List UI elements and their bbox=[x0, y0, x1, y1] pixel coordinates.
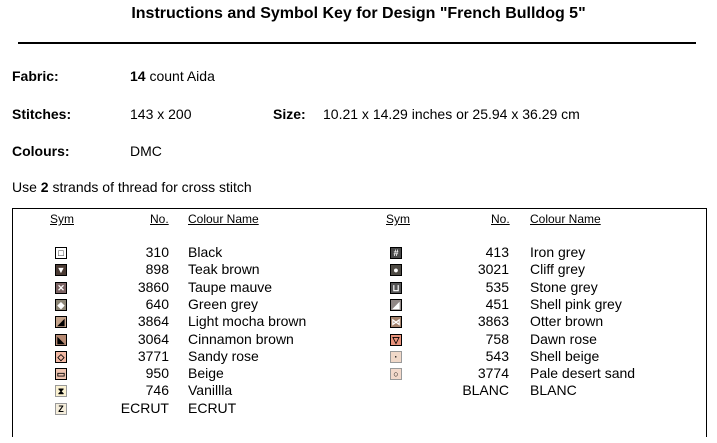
colour-number: 543 bbox=[485, 348, 509, 364]
colour-number: 3863 bbox=[477, 313, 509, 329]
corner-triangle-icon: ◢ bbox=[390, 299, 402, 311]
size-value: 10.21 x 14.29 inches or 25.94 x 36.29 cm bbox=[323, 106, 580, 122]
hash-icon: # bbox=[390, 247, 402, 259]
hourglass-icon: ⧗ bbox=[55, 385, 67, 397]
corner-triangle-icon: ◢ bbox=[55, 316, 67, 328]
fabric-count: 14 bbox=[130, 68, 146, 84]
colour-name: Dawn rose bbox=[530, 331, 597, 347]
colour-name: Teak brown bbox=[188, 261, 260, 277]
z-letter-icon: Z bbox=[55, 403, 67, 415]
colours-label: Colours: bbox=[12, 143, 70, 159]
header-sym-right: Sym bbox=[386, 212, 410, 226]
colour-name: Iron grey bbox=[530, 244, 586, 260]
colour-name: Shell beige bbox=[530, 348, 600, 364]
colour-number: 640 bbox=[145, 296, 169, 312]
colours-value: DMC bbox=[130, 143, 162, 159]
colour-name: Light mocha brown bbox=[188, 313, 307, 329]
open-down-triangle-icon: ▽ bbox=[390, 334, 402, 346]
colour-name: Pale desert sand bbox=[530, 365, 636, 381]
colour-name: ECRUT bbox=[188, 400, 237, 416]
colour-name: Cinnamon brown bbox=[188, 331, 294, 347]
down-triangle-icon: ▼ bbox=[56, 265, 66, 275]
page-title: Instructions and Symbol Key for Design "French Bulldog 5" bbox=[131, 5, 586, 22]
fabric-label: Fabric: bbox=[12, 68, 59, 84]
title-divider bbox=[18, 42, 696, 44]
x-mark-icon: ✕ bbox=[55, 282, 67, 294]
colour-number: 3771 bbox=[137, 348, 169, 364]
colour-name: Shell pink grey bbox=[530, 296, 622, 312]
colour-number: 746 bbox=[145, 382, 169, 398]
colour-number: ECRUT bbox=[120, 400, 169, 416]
header-no-right: No. bbox=[491, 212, 510, 226]
colour-name: BLANC bbox=[530, 382, 577, 398]
dot-icon: · bbox=[390, 351, 402, 363]
header-name-left: Colour Name bbox=[188, 212, 259, 226]
colour-number: 758 bbox=[485, 331, 509, 347]
colour-name: Vanillla bbox=[188, 382, 233, 398]
bowtie-icon: ⋈ bbox=[391, 317, 401, 327]
diamond-icon: ◆ bbox=[55, 299, 67, 311]
strands-instruction: Use 2 strands of thread for cross stitch bbox=[12, 179, 252, 195]
colour-number: 413 bbox=[485, 244, 509, 260]
small-rectangle-icon: ▭ bbox=[56, 369, 66, 379]
colour-number: 3864 bbox=[137, 313, 169, 329]
strands-count: 2 bbox=[40, 179, 49, 195]
open-circle-icon: ○ bbox=[390, 368, 402, 380]
colour-number: 3064 bbox=[137, 331, 169, 347]
open-square-icon: □ bbox=[55, 247, 67, 259]
colour-number: 3860 bbox=[137, 279, 169, 295]
colour-number: 451 bbox=[485, 296, 509, 312]
colour-name: Sandy rose bbox=[188, 348, 259, 364]
cup-icon: ⊔ bbox=[390, 282, 402, 294]
colour-name: Taupe mauve bbox=[188, 279, 273, 295]
size-label: Size: bbox=[273, 106, 306, 122]
colour-name: Green grey bbox=[188, 296, 259, 312]
colour-number: 950 bbox=[145, 365, 169, 381]
open-diamond-icon: ◇ bbox=[55, 351, 67, 363]
colour-number: 310 bbox=[145, 244, 169, 260]
stitches-label: Stitches: bbox=[12, 106, 72, 122]
colour-number: BLANC bbox=[462, 382, 509, 398]
header-no-left: No. bbox=[150, 212, 169, 226]
corner-triangle-left-icon: ◣ bbox=[55, 334, 67, 346]
filled-circle-icon: ● bbox=[390, 264, 402, 276]
colour-name: Black bbox=[188, 244, 223, 260]
colour-name: Stone grey bbox=[530, 279, 598, 295]
fabric-type: count Aida bbox=[145, 68, 215, 84]
colour-name: Cliff grey bbox=[530, 261, 585, 277]
colour-name: Otter brown bbox=[530, 313, 604, 329]
colour-number: 535 bbox=[485, 279, 509, 295]
colour-number: 3021 bbox=[477, 261, 509, 277]
stitches-value: 143 x 200 bbox=[130, 106, 192, 122]
colour-number: 898 bbox=[145, 261, 169, 277]
colour-name: Beige bbox=[188, 365, 224, 381]
header-name-right: Colour Name bbox=[530, 212, 601, 226]
header-sym-left: Sym bbox=[50, 212, 74, 226]
colour-number: 3774 bbox=[477, 365, 509, 381]
fabric-value bbox=[130, 68, 215, 84]
